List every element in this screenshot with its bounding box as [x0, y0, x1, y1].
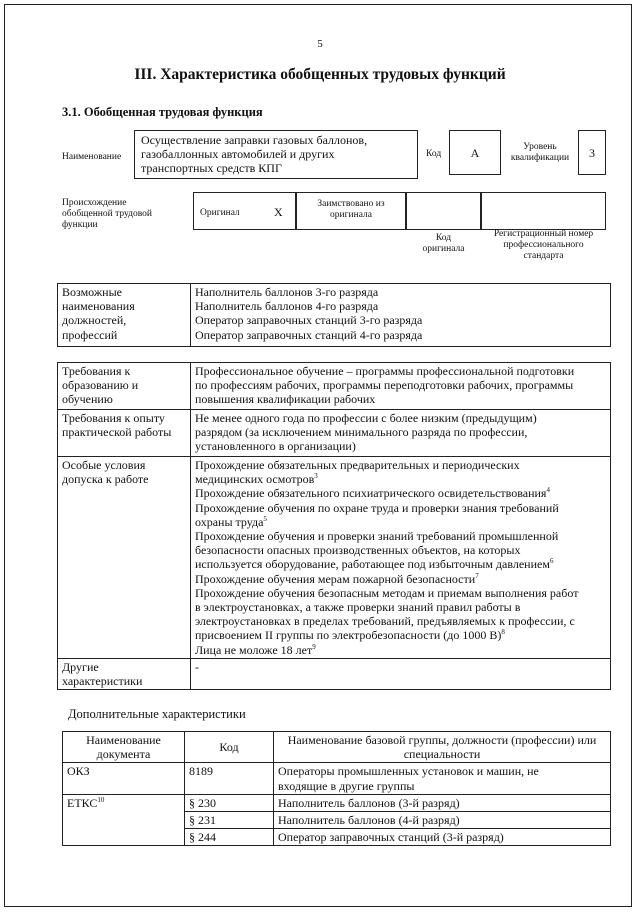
special-conditions-value: Прохождение обязательных предварительных и периодических медицинских осмотров$^3$ Прохождение обязательного психиатрического освидетельствования$^4$ Прохождение обучения по охране труда и проверки знания требований охраны труда$^5$ Прохождение обучения и проверки знаний требований промышленной безопасности опасных производственных объектов, на которых используется оборудование, работающее под избыточным давлением$^6$ Прохождение обучения мерам пожарной безопасности$^7$ Прохождение обучения безопасным методам и приемам выполнения работ в электроустановках, а также проверки знаний правил работы в электроустановках в пределах требований, предъявляемых к профессии, с присвоением II группы по электробезопасности (до 1000 В)$^8$ Лица не моложе 18 лет$^9$ — [191, 457, 611, 659]
list-item: Наполнитель баллонов 3-го разряда — [195, 285, 379, 299]
code-value-box — [449, 130, 501, 175]
positions-label: Возможные наименования должностей, профессий — [58, 284, 191, 347]
other-value: - — [191, 658, 611, 689]
code-caption: Код оригинала — [422, 233, 465, 254]
row-name: Наполнитель баллонов (3-й разряд) — [274, 794, 611, 811]
row-doc: ОКЗ — [63, 763, 185, 794]
borrowed-cell — [296, 192, 406, 230]
name-label: Наименование — [62, 152, 122, 162]
page-number: 5 — [317, 38, 323, 50]
code-label: Код — [426, 149, 442, 159]
header-name: Наименование базовой группы, должности (профессии) или специальности — [274, 732, 611, 763]
row-name: Наполнитель баллонов (4-й разряд) — [274, 812, 611, 829]
additional-title: Дополнительные характеристики — [68, 707, 246, 721]
original-mark: Х — [274, 205, 283, 219]
positions-list — [191, 284, 611, 347]
original-label: Оригинал — [200, 208, 240, 218]
education-value: Профессиональное обучение – программы профессиональной подготовки по профессиям рабочих, программы переподготовки рабочих, программы повышения квалификации рабочих — [191, 363, 611, 410]
original-cell — [193, 192, 296, 230]
table-row — [63, 763, 611, 794]
special-conditions-label: Особые условия допуска к работе — [58, 457, 191, 659]
experience-value: Не менее одного года по профессии с более низким (предыдущим) разрядом (за исключением минимального разряда по профессии, установленного в организации) — [191, 410, 611, 457]
row-doc: ЕТКС$^{10}$ — [63, 794, 185, 846]
list-item: Оператор заправочных станций 4-го разряда — [195, 327, 423, 342]
row-code: 8189 — [185, 763, 274, 794]
borrowed-label: Заимствовано из оригинала — [317, 199, 385, 220]
level-value: 3 — [589, 146, 595, 160]
origin-label: Происхождение обобщенной трудовой функции — [62, 198, 152, 230]
positions-table — [57, 283, 611, 347]
header-document: Наименование документа — [63, 732, 185, 763]
level-value-box — [578, 130, 606, 175]
reg-caption: Регистрационный номер профессионального стандарта — [493, 229, 594, 261]
header-code: Код — [185, 732, 274, 763]
subsection-title: 3.1. Обобщенная трудовая функция — [62, 105, 263, 119]
other-label: Другие характеристики — [58, 658, 191, 689]
row-name: Оператор заправочных станций (3-й разряд) — [274, 829, 611, 846]
code-value: А — [470, 146, 480, 160]
row-code: § 244 — [185, 829, 274, 846]
table-row — [63, 794, 611, 811]
section-title: III. Характеристика обобщенных трудовых функций — [134, 66, 506, 83]
list-item: Оператор заправочных станций 3-го разряда — [195, 313, 423, 328]
requirements-table — [57, 362, 611, 690]
reg-number-cell — [481, 192, 606, 230]
row-name: Операторы промышленных установок и машин, не входящие в другие группы — [274, 763, 611, 794]
list-item: Наполнитель баллонов 4-го разряда — [195, 299, 379, 314]
row-code: § 230 — [185, 794, 274, 811]
name-value-box — [134, 130, 418, 179]
original-code-cell — [406, 192, 481, 230]
row-code: § 231 — [185, 812, 274, 829]
education-label: Требования к образованию и обучению — [58, 363, 191, 410]
experience-label: Требования к опыту практической работы — [58, 410, 191, 457]
level-label: Уровень квалификации — [510, 142, 570, 163]
name-value: Осуществление заправки газовых баллонов, газобаллонных автомобилей и других транспортных средств КПГ — [141, 133, 368, 175]
additional-table — [62, 731, 611, 846]
